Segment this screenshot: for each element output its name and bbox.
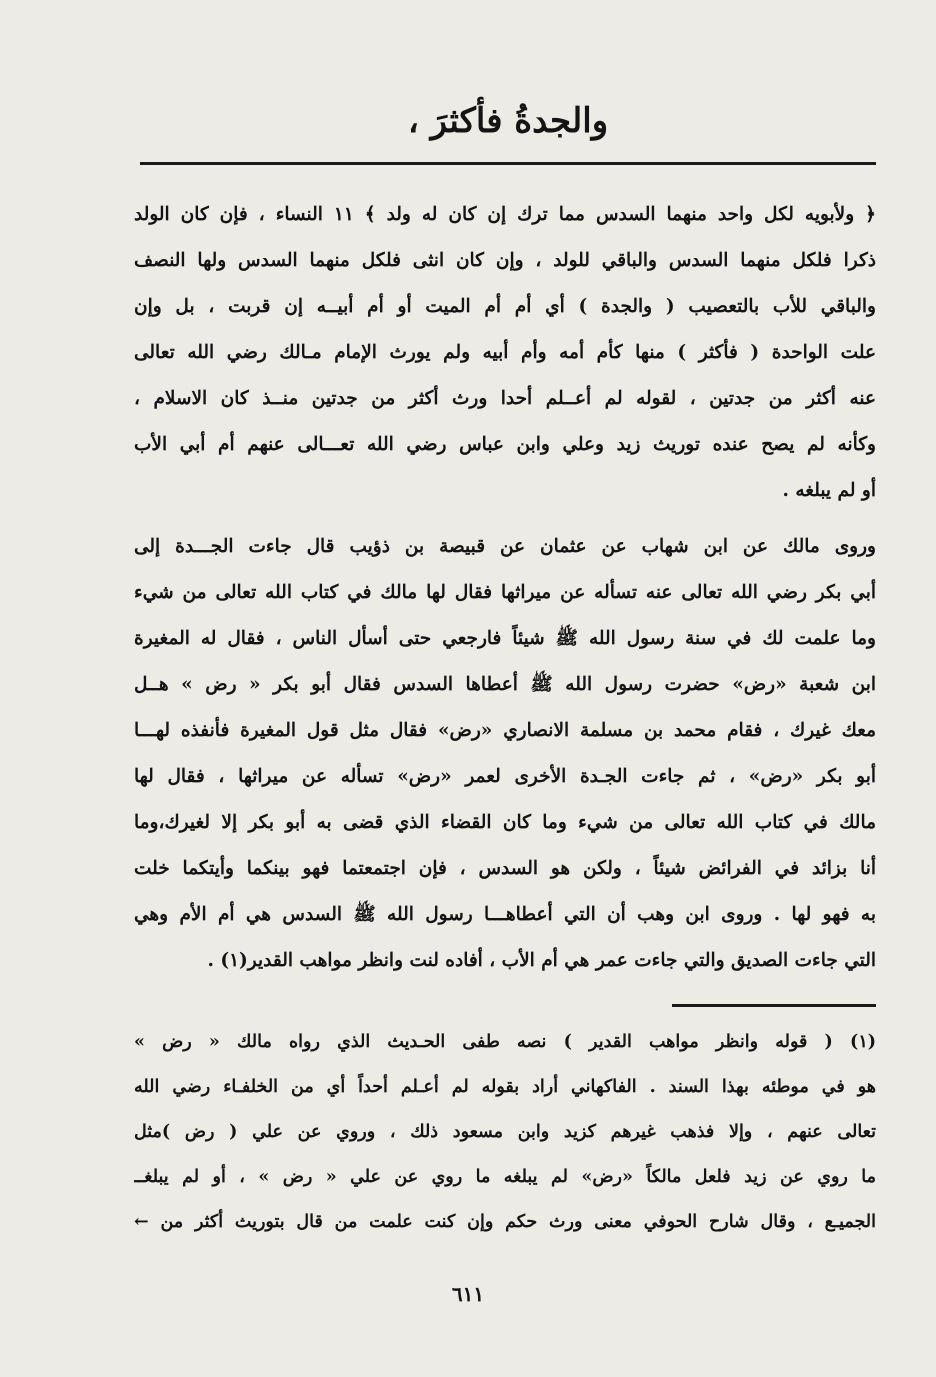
footnote-divider bbox=[672, 1004, 876, 1007]
footnote-line: ما روي عن زيد فلعل مالكاً «رض» لم يبلغه ما روي عن علي « رض » ، أو لم يبلغــ bbox=[134, 1167, 876, 1187]
text-line: والباقي للأب بالتعصيب ( والجدة ) أي أم أم الميت أو أم أبيــه إن قربت ، بل وإن bbox=[134, 296, 876, 317]
text-line: أبو بكر «رض» ، ثم جاءت الجـدة الأخرى لعمر «رض» تسأله عن ميراثها ، فقال لها bbox=[134, 766, 876, 787]
footnote bbox=[134, 1020, 876, 1245]
text-line: التي جاءت الصديق والتي جاءت عمر هي أم الأب ، أفاده لنت وانظر مواهب القدير(١) . bbox=[207, 950, 876, 971]
text-line: ابن شعبة «رض» حضرت رسول الله ﷺ أعطاها السدس فقال أبو بكر « رض » هــل bbox=[134, 674, 876, 695]
paragraph-1 bbox=[134, 192, 876, 514]
page-number: ٦١١ bbox=[451, 1282, 485, 1306]
text-line: ذكرا فلكل منهما السدس والباقي للولد ، وإن كان انثى فلكل منهما السدس ولها النصف bbox=[134, 250, 876, 271]
footnote-line: (١) ( قوله وانظر مواهب القدير ) نصه طفى الحـديث الذي رواه مالك « رض » bbox=[134, 1032, 876, 1052]
text-line: أو لم يبلغه . bbox=[782, 480, 876, 501]
text-line: أبي بكر رضي الله تعالى عنه تسأله عن ميراثها فقال لها مالك في كتاب الله تعالى من شيء bbox=[134, 582, 876, 603]
footnote-line: الجميـع ، وقال شارح الحوفي معنى ورث حكم وإن كنت علمت من قال بتوريث أكثر من ← bbox=[134, 1212, 876, 1232]
text-line: أنا بزائد في الفرائض شيئاً ، ولكن هو السدس ، فإن اجتمعتما فهو بينكما وأيتكما خلت bbox=[134, 858, 876, 879]
text-line: عنه أكثر من جدتين ، لقوله لم أعــلم أحدا ورث أكثر من جدتين منــذ كان الاسلام ، bbox=[134, 388, 876, 409]
paragraph-2 bbox=[134, 524, 876, 984]
text-line: به فهو لها . وروى ابن وهب أن التي أعطاهـــا رسول الله ﷺ السدس هي أم الأم وهي bbox=[134, 904, 876, 925]
text-line: ﴿ ولأبويه لكل واحد منهما السدس مما ترك إن كان له ولد ﴾ ١١ النساء ، فإن كان الولد bbox=[134, 204, 876, 225]
text-line: وروى مالك عن ابن شهاب عن عثمان عن قبيصة بن ذؤيب قال جاءت الجـــدة إلى bbox=[134, 536, 876, 557]
footnote-line: هو في موطئه بهذا السند . الفاكهاني أراد بقوله لم أعـلم أحداً أي من الخلفـاء رضي الله bbox=[134, 1077, 876, 1097]
text-line: وما علمت لك في سنة رسول الله ﷺ شيئاً فارجعي حتى أسأل الناس ، فقال له المغيرة bbox=[134, 628, 876, 649]
text-line: معك غيرك ، فقام محمد بن مسلمة الانصاري «رض» فقال مثل قول المغيرة فأنفذه لهـــا bbox=[134, 720, 876, 741]
text-line: مالك في كتاب الله تعالى من شيء وما كان القضاء الذي قضى به أبو بكر إلا لغيرك،وما bbox=[134, 812, 876, 833]
footnote-line: تعالى عنهم ، وإلا فذهب غيرهم كزيد وابن مسعود ذلك ، وروي عن علي ( رض )مثل bbox=[134, 1122, 876, 1142]
text-line: علت الواحدة ( فأكثر ) منها كأم أمه وأم أبيه ولم يورث الإمام مـالك رضي الله تعالى bbox=[134, 342, 876, 363]
page-header-title: والجدةُ فأكثرَ ، bbox=[407, 101, 609, 141]
header-divider bbox=[140, 162, 876, 165]
text-line: وكأنه لم يصح عنده توريث زيد وعلي وابن عباس رضي الله تعـــالى عنهم أم أبي الأب bbox=[134, 434, 876, 455]
